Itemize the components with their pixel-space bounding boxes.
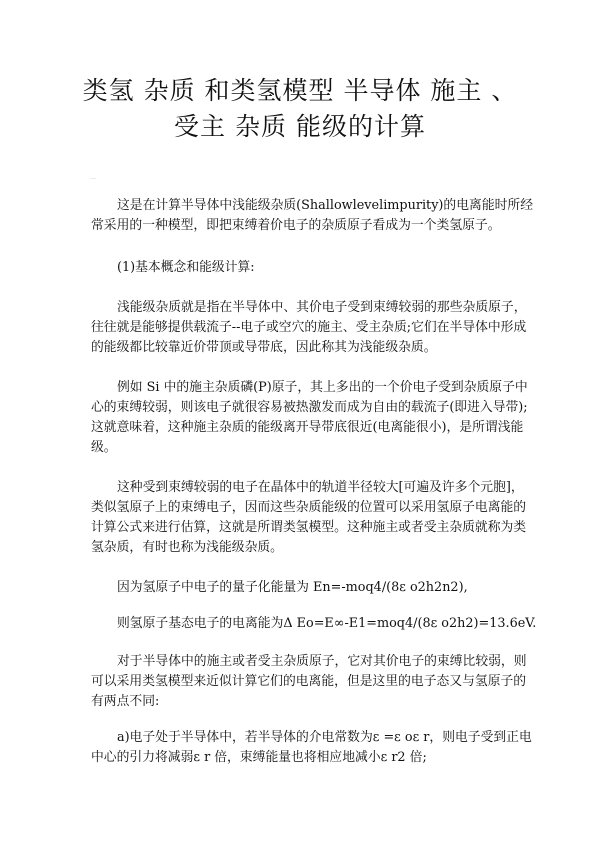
paragraph-line: 这是在计算半导体中浅能级杂质(Shallowlevelimpurity)的电离能时所经 bbox=[117, 198, 534, 213]
document-title-line-1: 类氢 杂质 和类氢模型 半导体 施主 、 bbox=[82, 76, 518, 105]
paragraph-line: 这就意味着，这种施主杂质的能级离开导带底很近(电离能很小)，是所谓浅能 bbox=[91, 420, 524, 435]
paragraph-hydrogen-like-model bbox=[91, 478, 527, 558]
paragraph-line: 类似氢原子上的束缚电子，因而这些杂质能级的位置可以采用氢原子电离能的 bbox=[91, 500, 527, 515]
document-title-line-2: 受主 杂质 能级的计算 bbox=[174, 112, 426, 141]
paragraph-shallow-level-definition bbox=[91, 298, 527, 358]
paragraph-line: 因为氢原子中电子的量子化能量为 En=-moq4/(8ε o2h2n2), bbox=[117, 580, 468, 595]
paragraph-line: 中心的引力将减弱ε r 倍，束缚能量也将相应地减小ε r2 倍; bbox=[91, 750, 427, 765]
paragraph-line: 这种受到束缚较弱的电子在晶体中的轨道半径较大[可遍及许多个元胞]， bbox=[117, 480, 524, 495]
paragraph-line: 对于半导体中的施主或者受主杂质原子，它对其价电子的束缚比较弱，则 bbox=[117, 654, 527, 669]
paragraph-line: 可以采用类氢模型来近似计算它们的电离能，但是这里的电子态又与氢原子的 bbox=[91, 674, 527, 689]
tiny-mark: —— bbox=[90, 176, 96, 180]
paragraph-dielectric-point bbox=[91, 728, 532, 768]
paragraph-intro bbox=[91, 196, 534, 236]
paragraph-line: 例如 Si 中的施主杂质磷(P)原子，其上多出的一个价电子受到杂质原子中 bbox=[117, 380, 528, 395]
paragraph-section-heading bbox=[117, 258, 517, 278]
paragraph-differences bbox=[91, 652, 527, 712]
paragraph-si-phosphorus-example bbox=[91, 378, 528, 458]
paragraph-quantized-energy bbox=[117, 578, 517, 598]
paragraph-line: 则氢原子基态电子的电离能为Δ Eo=E∞-E1=moq4/(8ε o2h2)=13.6eV. bbox=[117, 616, 537, 631]
paragraph-line: 常采用的一种模型，即把束缚着价电子的杂质原子看成为一个类氢原子。 bbox=[91, 218, 501, 233]
paragraph-line: 有两点不同: bbox=[91, 694, 160, 709]
paragraph-line: 浅能级杂质就是指在半导体中、其价电子受到束缚较弱的那些杂质原子， bbox=[117, 300, 527, 315]
paragraph-line: 往往就是能够提供载流子--电子或空穴的施主、受主杂质;它们在半导体中形成 bbox=[91, 320, 527, 335]
paragraph-line: 心的束缚较弱，则该电子就很容易被热激发而成为自由的载流子(即进入导带); bbox=[91, 400, 528, 415]
paragraph-line: 氢杂质，有时也称为浅能级杂质。 bbox=[91, 540, 283, 555]
paragraph-line: 级。 bbox=[91, 440, 117, 455]
paragraph-line: 计算公式来进行估算，这就是所谓类氢模型。这种施主或者受主杂质就称为类 bbox=[91, 520, 527, 535]
paragraph-line: (1)基本概念和能级计算: bbox=[117, 260, 255, 275]
paragraph-ionization-energy bbox=[117, 614, 537, 634]
paragraph-line: a)电子处于半导体中，若半导体的介电常数为ε =ε oε r，则电子受到正电 bbox=[117, 730, 532, 745]
paragraph-line: 的能级都比较靠近价带顶或导带底，因此称其为浅能级杂质。 bbox=[91, 340, 437, 355]
